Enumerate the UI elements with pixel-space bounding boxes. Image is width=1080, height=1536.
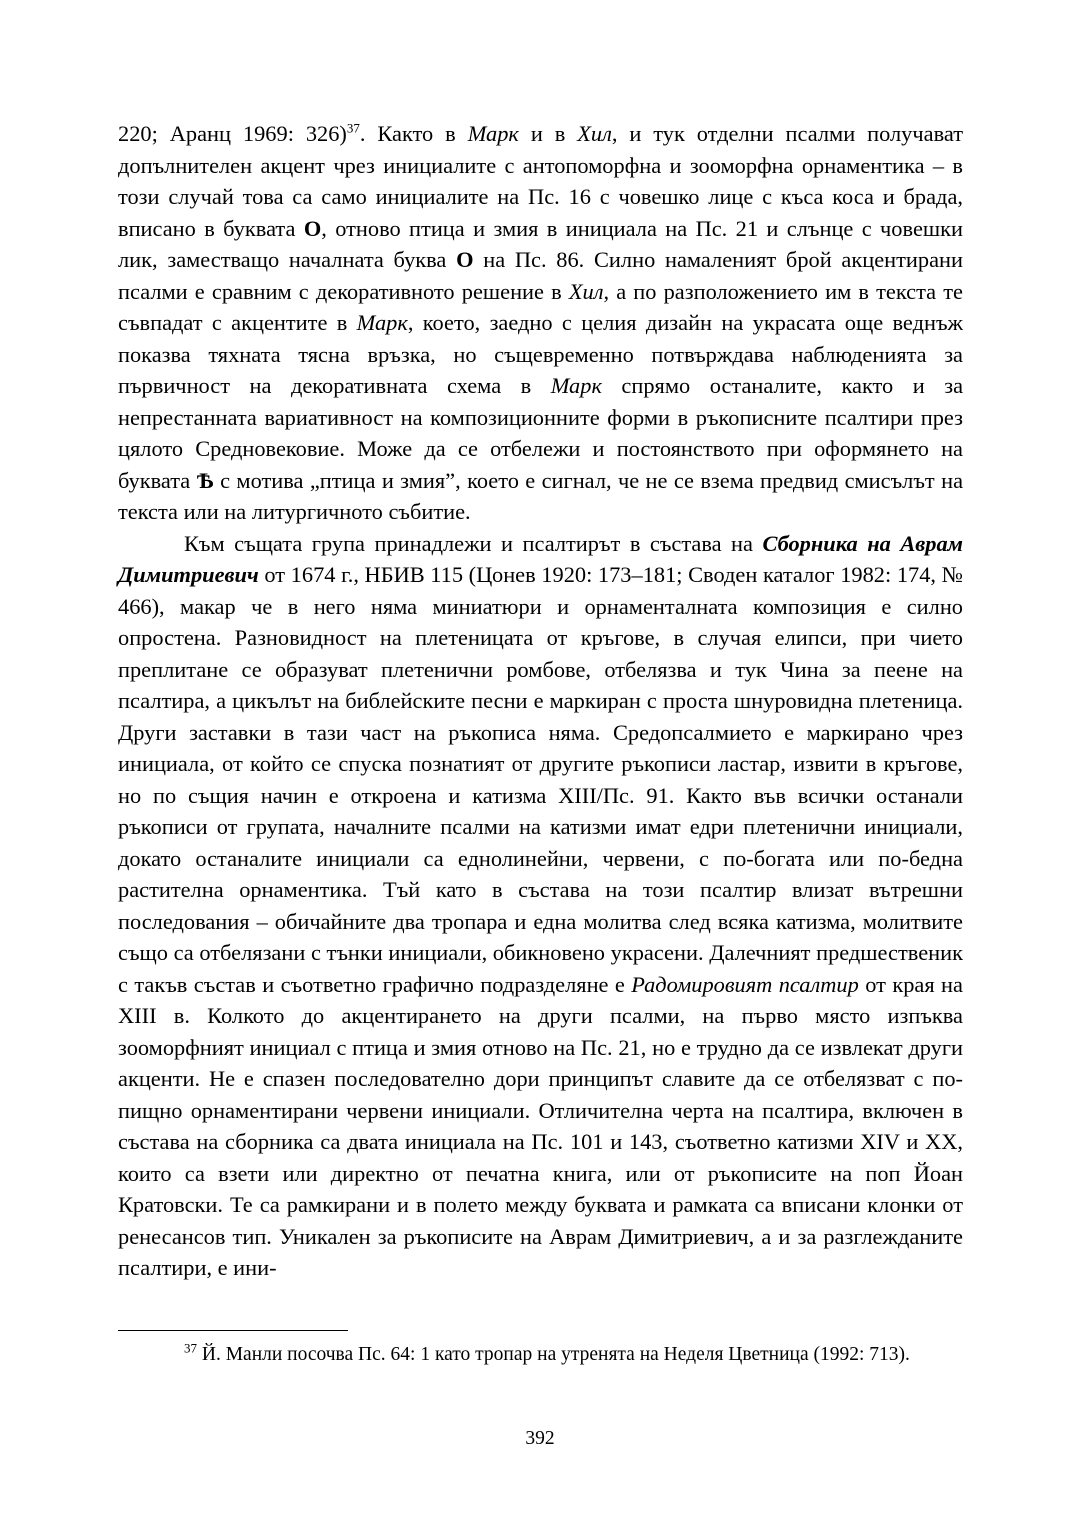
text-run: 220; Аранц 1969: 326) bbox=[118, 121, 347, 146]
paragraph-1 bbox=[118, 118, 963, 528]
text-run: с мотива „птица и змия”, което е сигнал, че не се взема предвид смисълът на текста или на литургичното събитие. bbox=[118, 467, 964, 524]
text-run: , което, заедно с целия дизайн на украсата още веднъж показва тяхната тясна връзка, но същевременно потвърждава наблюденията за първичност на декоративната схема в bbox=[118, 310, 964, 398]
italic-title: Марк bbox=[356, 310, 408, 335]
text-run: от края на XIII в. Колкото до акцентирането на други псалми, на първо място изпъква зооморфният инициал с птица и змия отново на Пс. 21, но е трудно да се извлекат други акценти. Не е спазен последователно дори принципът славите да се отбелязват с по-пищно орнаментирани червени инициали. Отличителна черта на псалтира, включен в състава на сборника са двата инициала на Пс. 101 и 143, съответно катизми XIV и XX, които са взети или директно от печатна книга, или от ръкописите на поп Йоан Кратовски. Те са рамкирани и в полето между буквата и рамката са вписани клонки от ренесансов тип. Уникален за ръкописите на Аврам Димитриевич, а и за разглежданите псалтири, е ини- bbox=[118, 971, 963, 1280]
italic-title: Хил bbox=[568, 278, 604, 304]
text-run: спрямо останалите, както и за непрестанната вариативност на композиционните форми в ръкописните псалтири през цялото Средновековие. Може да се отбележи и постоянството при оформянето на буквата bbox=[118, 373, 964, 493]
italic-title: Радомировият псалтир bbox=[631, 971, 859, 997]
text-run: , и тук отделни псалми получават допълнителен акцент чрез инициалите с антопоморфна и зооморфна орнаментика – в този случай това са само инициалите на Пс. 16 с човешко лице с къса коса и брада, вписано в буквата bbox=[118, 121, 963, 241]
text-run: Към същата група принадлежи и псалтирът в състава на bbox=[184, 530, 763, 556]
bold-italic-title: Сборника на Аврам Димитриевич bbox=[118, 530, 963, 587]
text-run: , а по разположението им в текста те съвпадат с акцентите в bbox=[118, 278, 963, 335]
footnote-reference: 37 bbox=[346, 120, 360, 136]
text-run: . Както в bbox=[359, 121, 468, 146]
text-run: и в bbox=[518, 121, 578, 146]
italic-title: Марк bbox=[467, 121, 519, 146]
footnote-text: Й. Манли посочва Пс. 64: 1 като тропар на утренята на Неделя Цветница (1992: 713). bbox=[197, 1344, 910, 1365]
italic-title: Хил bbox=[577, 121, 612, 146]
text-run: от 1674 г., НБИВ 115 (Цонев 1920: 173–181; Сводeн каталог 1982: 174, № 466), макар че в него няма миниатюри и орнаменталната композиция е силно опростена. Разновидност на плетеницата от кръгове, в случая елипси, при чието преплитане се образуват плетенични ромбове, отбелязва и тук Чина за пеене на псалтира, а цикълът на библейските песни е маркиран с проста шнуровидна плетеница. Други заставки в тази част на ръкописа няма. Средопсалмието е маркирано чрез инициала, от който се спуска познатият от другите ръкописи ластар, извити в кръгове, но по същия начин е откроена и катизма XIII/Пс. 91. Както във всички останали ръкописи от групата, началните псалми на катизми имат едри плетенични инициали, докато останалите инициали са еднолинейни, червени, с по-богата или по-бедна растителна орнаментика. Тъй като в състава на този псалтир влизат вътрешни последования – обичайните два тропара и една молитва след всяка катизма, молитвите също са отбелязани с тънки инициали, обикновено украсени. Далечният предшественик с такъв състав и съответно графично подразделяне е bbox=[118, 562, 963, 997]
bold-letter: Ѣ bbox=[196, 467, 214, 493]
text-run: , отново птица и змия в инициала на Пс. 21 и слънце с човешки лик, заместващо началната буква bbox=[118, 215, 963, 272]
footnote-number: 37 bbox=[184, 1340, 197, 1356]
footnote-separator bbox=[118, 1330, 348, 1331]
footnote bbox=[118, 1340, 963, 1369]
bold-letter: О bbox=[456, 247, 474, 272]
page-number: 392 bbox=[525, 1428, 555, 1449]
paragraph-2 bbox=[118, 528, 963, 1284]
bold-letter: О bbox=[303, 215, 322, 241]
main-text bbox=[118, 118, 963, 1284]
text-run: на Пс. 86. Силно намаленият брой акцентирани псалми е сравним с декоративното решение в bbox=[118, 247, 963, 304]
italic-title: Марк bbox=[550, 373, 602, 398]
